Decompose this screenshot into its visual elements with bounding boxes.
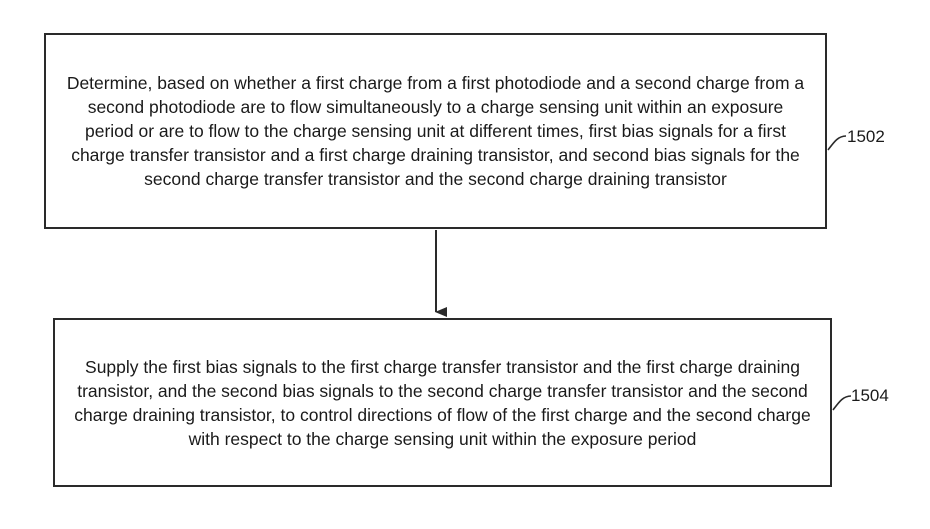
ref-label-1502: 1502	[847, 127, 885, 146]
step-1502-text: Determine, based on whether a first charge from a first photodiode and a second charge from a second photodiode are to flow simultaneously to a charge sensing unit within an exposure period or are to flow to the charge sensing unit at different times, first bias signals for a first charge transfer transistor and a first charge draining transistor, and second bias signals for the second charge transfer transistor and the second charge draining transistor	[66, 73, 805, 189]
step-1504-text: Supply the first bias signals to the first charge transfer transistor and the first charge draining transistor, and the second bias signals to the second charge transfer transistor and the second charge draining transistor, to control directions of flow of the first charge and the second charge with respect to the charge sensing unit within the exposure period	[74, 356, 811, 449]
leader-line-1504	[833, 396, 851, 410]
leader-line-1502	[828, 136, 846, 150]
ref-label-1504: 1504	[851, 386, 889, 405]
